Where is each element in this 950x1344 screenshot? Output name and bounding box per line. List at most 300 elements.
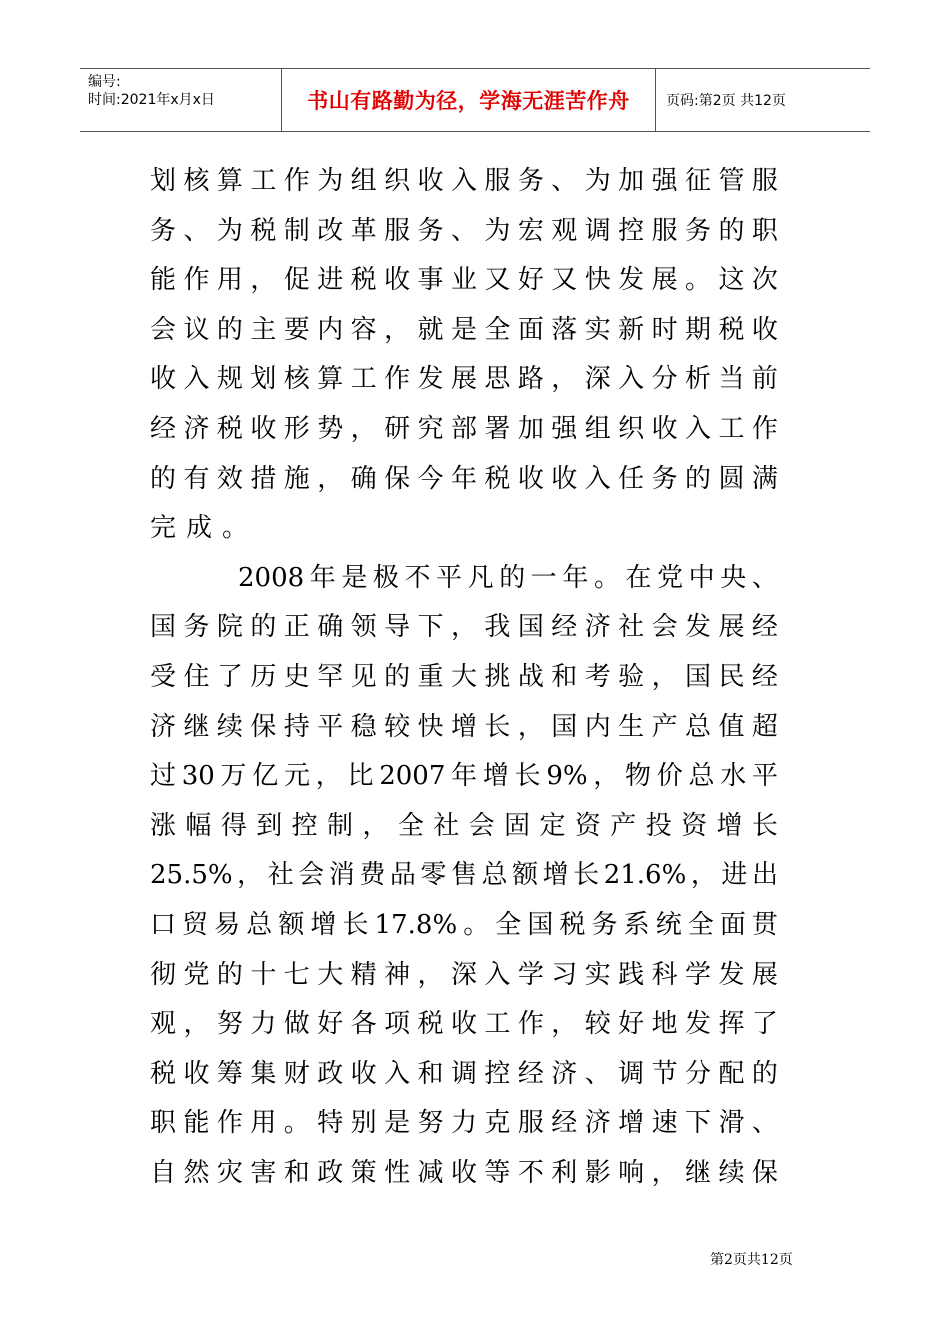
text-glyph: 央	[720, 562, 747, 593]
text-glyph: 灾	[216, 1157, 243, 1188]
text-glyph: 的	[216, 959, 243, 990]
text-glyph: 、	[450, 215, 477, 246]
text-glyph: 任	[618, 463, 645, 494]
text-glyph: 思	[484, 364, 511, 395]
text-glyph: 作	[283, 166, 310, 196]
text-glyph: 会	[150, 314, 177, 345]
text-glyph: 固	[504, 810, 531, 841]
text-glyph: 增	[450, 711, 477, 742]
page-header	[80, 68, 870, 132]
text-glyph: 政	[317, 1157, 344, 1188]
text-glyph: 资	[574, 810, 601, 841]
text-glyph: 作	[183, 265, 210, 296]
text-glyph: 重	[417, 661, 444, 692]
text-glyph: 保	[751, 1157, 778, 1188]
text-line	[150, 1149, 778, 1199]
text-glyph: 势	[317, 413, 344, 444]
text-glyph: 。	[283, 1108, 310, 1139]
text-glyph: 经	[551, 612, 578, 643]
text-glyph: 观	[551, 215, 578, 246]
text-glyph: 规	[216, 364, 243, 395]
text-glyph: 了	[751, 1009, 778, 1040]
text-glyph: 值	[718, 711, 745, 742]
text-glyph: 入	[450, 166, 477, 196]
text-glyph: 圆	[718, 463, 745, 494]
text-glyph: 彻	[150, 959, 177, 990]
text-glyph: 税	[216, 413, 243, 444]
text-glyph: 署	[484, 413, 511, 444]
text-glyph: 大	[317, 959, 344, 990]
text-glyph: 期	[685, 314, 712, 345]
text-glyph: 工	[350, 364, 377, 395]
text-glyph: 增	[310, 909, 337, 940]
text-glyph: 社	[267, 860, 294, 891]
text-line	[150, 306, 778, 356]
text-glyph: 万	[220, 761, 247, 792]
text-glyph: 平	[751, 761, 778, 792]
text-glyph: 正	[283, 612, 310, 643]
text-glyph: 到	[256, 810, 283, 841]
text-glyph: 幅	[185, 810, 212, 841]
doc-date-label: 时间:2021年x月x日	[88, 92, 215, 108]
text-glyph: 为	[584, 166, 611, 196]
text-glyph: 工	[718, 413, 745, 444]
text-glyph: ，	[417, 959, 444, 990]
text-glyph: 务	[517, 166, 544, 196]
text-glyph: 用	[216, 265, 243, 296]
text-glyph: 是	[450, 314, 477, 345]
text-glyph: 平	[317, 711, 344, 742]
text-glyph: ，	[551, 364, 578, 395]
text-glyph: 、	[551, 166, 578, 196]
text-glyph: 史	[283, 661, 310, 692]
text-glyph: ，	[315, 761, 342, 792]
page-footer: 第2页共12页	[710, 1252, 793, 1268]
text-glyph: 见	[350, 661, 377, 692]
text-line	[150, 951, 778, 1001]
text-glyph: 口	[150, 909, 177, 940]
text-glyph: 9%	[546, 761, 588, 792]
text-glyph: 性	[384, 1157, 411, 1188]
text-glyph: 了	[216, 661, 243, 692]
text-glyph: 长	[484, 711, 511, 742]
text-glyph: 落	[551, 314, 578, 345]
text-glyph: 和	[417, 1058, 444, 1089]
text-glyph: 继	[685, 1157, 712, 1188]
text-glyph: 零	[420, 860, 447, 891]
text-line	[150, 901, 778, 951]
text-glyph: 强	[551, 413, 578, 444]
text-glyph: 发	[417, 364, 444, 395]
text-glyph: 容	[350, 314, 377, 345]
text-glyph: 、	[183, 215, 210, 246]
text-glyph: 社	[433, 810, 460, 841]
text-glyph: 确	[317, 612, 344, 643]
text-glyph: 效	[216, 463, 243, 494]
text-glyph: 划	[150, 166, 177, 196]
text-glyph: ，	[362, 810, 389, 841]
text-glyph: ，	[350, 413, 377, 444]
text-glyph: 配	[718, 1058, 745, 1089]
text-glyph: 涨	[150, 810, 177, 841]
text-glyph: 超	[751, 711, 778, 742]
text-glyph: 济	[584, 1108, 611, 1139]
text-glyph: 服	[517, 1108, 544, 1139]
header-page-info: 页码:第2页 共12页	[666, 93, 786, 109]
text-glyph: 国	[150, 612, 177, 643]
text-glyph: 品	[389, 860, 416, 891]
text-glyph: 水	[720, 761, 747, 792]
text-glyph: 收	[450, 1009, 477, 1040]
text-glyph: 亿	[252, 761, 279, 792]
text-glyph: 为	[484, 215, 511, 246]
text-glyph: 加	[618, 166, 645, 196]
text-glyph: 展	[450, 364, 477, 395]
text-glyph: 经	[517, 1058, 544, 1089]
text-glyph: ，	[690, 860, 717, 891]
text-glyph: 生	[618, 711, 645, 742]
text-glyph: 增	[716, 810, 743, 841]
text-glyph: 新	[618, 314, 645, 345]
text-glyph: 全	[687, 909, 714, 940]
text-glyph: 前	[751, 364, 778, 395]
text-glyph: 收	[150, 364, 177, 395]
text-glyph: 各	[350, 1009, 377, 1040]
text-glyph: 较	[584, 1009, 611, 1040]
text-glyph: 不	[404, 562, 431, 593]
text-glyph: 全	[397, 810, 424, 841]
text-glyph: 2007	[379, 761, 446, 792]
text-glyph: 又	[551, 265, 578, 296]
text-glyph: 为	[216, 215, 243, 246]
text-glyph: 核	[183, 166, 210, 196]
text-glyph: 算	[216, 166, 243, 196]
text-glyph: 长	[573, 860, 600, 891]
text-glyph: 学	[517, 959, 544, 990]
text-glyph: 极	[372, 562, 399, 593]
text-glyph: 能	[183, 1108, 210, 1139]
text-glyph: 服	[751, 166, 778, 196]
text-glyph: 。	[593, 562, 620, 593]
text-glyph: 自	[150, 1157, 177, 1188]
text-glyph: 社	[618, 612, 645, 643]
text-glyph: 长	[751, 810, 778, 841]
text-glyph: 总	[688, 761, 715, 792]
text-glyph: 主	[250, 314, 277, 345]
text-glyph: 年	[451, 761, 478, 792]
text-glyph: 贯	[751, 909, 778, 940]
text-glyph: 的	[685, 463, 712, 494]
text-glyph: 控	[291, 810, 318, 841]
text-line	[150, 405, 778, 455]
text-glyph: 形	[283, 413, 310, 444]
text-glyph: 收	[350, 1058, 377, 1089]
text-glyph: 施	[283, 463, 310, 494]
text-glyph: 努	[417, 1108, 444, 1139]
text-glyph: 促	[283, 265, 310, 296]
text-glyph: 收	[417, 166, 444, 196]
text-glyph: 面	[719, 909, 746, 940]
text-glyph: 济	[150, 711, 177, 742]
text-glyph: 确	[350, 463, 377, 494]
text-glyph: 收	[651, 413, 678, 444]
text-glyph: ，	[551, 1009, 578, 1040]
text-glyph: 的	[384, 661, 411, 692]
text-glyph: 十	[250, 959, 277, 990]
text-glyph: 罕	[317, 661, 344, 692]
text-glyph: 务	[150, 215, 177, 246]
text-glyph: 历	[250, 661, 277, 692]
text-glyph: 服	[651, 215, 678, 246]
doc-code-label: 编号:	[88, 74, 121, 90]
text-glyph: 害	[250, 1157, 277, 1188]
text-glyph: 研	[384, 413, 411, 444]
text-glyph: ，	[517, 711, 544, 742]
text-glyph: 总	[246, 909, 273, 940]
text-glyph: 入	[384, 1058, 411, 1089]
text-glyph: 好	[618, 1009, 645, 1040]
text-glyph: 17.8%	[374, 909, 458, 940]
text-glyph: 院	[216, 612, 243, 643]
text-glyph: 调	[584, 215, 611, 246]
text-glyph: 25.5%	[150, 860, 233, 891]
text-glyph: 售	[450, 860, 477, 891]
text-glyph: 特	[317, 1108, 344, 1139]
text-glyph: 征	[685, 166, 712, 196]
text-glyph: 控	[618, 215, 645, 246]
text-glyph: 地	[651, 1009, 678, 1040]
text-glyph: 验	[618, 661, 645, 692]
text-glyph: 资	[681, 810, 708, 841]
text-glyph: 投	[645, 810, 672, 841]
text-glyph: 做	[283, 1009, 310, 1040]
text-glyph: 的	[718, 215, 745, 246]
text-glyph: 收	[450, 1157, 477, 1188]
text-glyph: 经	[150, 413, 177, 444]
text-glyph: 时	[651, 314, 678, 345]
header-motto: 书山有路勤为径，学海无涯苦作舟	[307, 89, 630, 113]
text-glyph: 税	[250, 215, 277, 246]
text-glyph: 加	[517, 413, 544, 444]
text-glyph: 国	[527, 909, 554, 940]
text-glyph: 过	[150, 761, 177, 792]
text-glyph: 路	[517, 364, 544, 395]
text-line	[150, 455, 778, 505]
text-glyph: 税	[350, 265, 377, 296]
text-glyph: 额	[278, 909, 305, 940]
text-glyph: 深	[584, 364, 611, 395]
text-glyph: 管	[718, 166, 745, 196]
text-glyph: 增	[542, 860, 569, 891]
text-glyph: 中	[688, 562, 715, 593]
text-glyph: 的	[216, 314, 243, 345]
text-glyph: 职	[751, 215, 778, 246]
text-glyph: 践	[618, 959, 645, 990]
text-line	[150, 703, 778, 753]
text-glyph: 发	[618, 265, 645, 296]
text-glyph: 。	[463, 909, 490, 940]
text-glyph: 经	[551, 1108, 578, 1139]
text-glyph: 筹	[216, 1058, 243, 1089]
text-glyph: 济	[183, 413, 210, 444]
text-glyph: 学	[685, 959, 712, 990]
text-line	[150, 207, 778, 257]
text-glyph: 价	[656, 761, 683, 792]
text-line	[150, 256, 778, 306]
text-glyph: 作	[216, 1108, 243, 1139]
text-glyph: 部	[450, 413, 477, 444]
text-line	[150, 554, 778, 604]
text-glyph: 是	[384, 1108, 411, 1139]
text-glyph: 分	[651, 364, 678, 395]
text-glyph: 会	[298, 860, 325, 891]
text-line	[150, 851, 778, 901]
text-glyph: 长	[342, 909, 369, 940]
text-glyph: 好	[517, 265, 544, 296]
text-glyph: 经	[751, 661, 778, 692]
text-glyph: 实	[584, 959, 611, 990]
text-glyph: 全	[495, 909, 522, 940]
text-glyph: 入	[618, 364, 645, 395]
text-glyph: 究	[417, 413, 444, 444]
text-glyph: 七	[283, 959, 310, 990]
text-glyph: 展	[651, 265, 678, 296]
text-glyph: ，	[593, 761, 620, 792]
text-glyph: 物	[625, 761, 652, 792]
text-glyph: 的	[499, 562, 526, 593]
text-glyph: 持	[283, 711, 310, 742]
text-glyph: 务	[417, 215, 444, 246]
text-glyph: 税	[484, 463, 511, 494]
text-glyph: 出	[751, 860, 778, 891]
text-glyph: 次	[751, 265, 778, 296]
text-glyph: 项	[384, 1009, 411, 1040]
text-glyph: 续	[718, 1157, 745, 1188]
text-line	[150, 1050, 778, 1100]
text-line	[150, 802, 778, 852]
text-glyph: 作	[751, 413, 778, 444]
text-glyph: 全	[484, 314, 511, 345]
text-glyph: 又	[484, 265, 511, 296]
text-glyph: 制	[283, 215, 310, 246]
text-glyph: 比	[347, 761, 374, 792]
text-glyph: 务	[183, 612, 210, 643]
text-line	[150, 1099, 778, 1149]
text-glyph: 国	[551, 711, 578, 742]
text-glyph: 影	[584, 1157, 611, 1188]
text-glyph: 会	[468, 810, 495, 841]
text-glyph: ，	[317, 463, 344, 494]
text-glyph: 减	[417, 1157, 444, 1188]
text-glyph: 改	[317, 215, 344, 246]
text-glyph: 内	[317, 314, 344, 345]
text-glyph: 织	[384, 166, 411, 196]
text-glyph: 服	[384, 215, 411, 246]
text-glyph: 等	[484, 1157, 511, 1188]
text-glyph: 挥	[718, 1009, 745, 1040]
text-glyph: 贸	[182, 909, 209, 940]
text-glyph: 税	[718, 314, 745, 345]
text-glyph: 快	[417, 711, 444, 742]
text-glyph: 受	[150, 661, 177, 692]
text-glyph: 强	[651, 166, 678, 196]
text-glyph: 克	[484, 1108, 511, 1139]
text-glyph: 易	[214, 909, 241, 940]
text-glyph: 额	[512, 860, 539, 891]
text-glyph: 凡	[467, 562, 494, 593]
text-glyph: 济	[584, 612, 611, 643]
text-glyph: 议	[183, 314, 210, 345]
text-glyph: ，	[384, 314, 411, 345]
text-glyph: 是	[341, 562, 368, 593]
text-glyph: 控	[484, 1058, 511, 1089]
text-glyph: 的	[150, 463, 177, 494]
text-glyph: 响	[618, 1157, 645, 1188]
text-glyph: 产	[651, 711, 678, 742]
text-glyph: ，	[651, 661, 678, 692]
text-line	[150, 1000, 778, 1050]
text-glyph: 务	[591, 909, 618, 940]
text-glyph: 入	[685, 413, 712, 444]
text-glyph: 会	[651, 612, 678, 643]
text-glyph: 发	[685, 612, 712, 643]
header-left-cell	[80, 69, 282, 131]
text-glyph: 力	[250, 1009, 277, 1040]
text-glyph: 税	[559, 909, 586, 940]
text-glyph: 科	[651, 959, 678, 990]
text-glyph: 组	[584, 413, 611, 444]
text-glyph: 我	[484, 612, 511, 643]
text-glyph: 划	[250, 364, 277, 395]
text-glyph: 30	[181, 761, 215, 792]
text-glyph: 收	[250, 413, 277, 444]
text-glyph: ，	[183, 1009, 210, 1040]
text-glyph: 党	[183, 959, 210, 990]
text-glyph: 民	[718, 661, 745, 692]
text-glyph: 当	[718, 364, 745, 395]
text-glyph: 入	[183, 364, 210, 395]
text-glyph: 领	[350, 612, 377, 643]
text-glyph: 21.6%	[603, 860, 687, 891]
text-glyph: 。	[685, 265, 712, 296]
text-glyph: ，	[450, 612, 477, 643]
document-body	[150, 157, 778, 1198]
text-glyph: 有	[183, 463, 210, 494]
text-glyph: 挑	[484, 661, 511, 692]
text-glyph: ，	[651, 1157, 678, 1188]
text-glyph: 产	[610, 810, 637, 841]
text-glyph: ，	[237, 860, 264, 891]
text-glyph: 要	[283, 314, 310, 345]
text-glyph: 为	[317, 166, 344, 196]
text-glyph: 工	[250, 166, 277, 196]
text-glyph: 税	[150, 1058, 177, 1089]
text-glyph: 下	[685, 1108, 712, 1139]
text-glyph: 年	[562, 562, 589, 593]
text-glyph: 增	[618, 1108, 645, 1139]
text-glyph: 、	[751, 562, 778, 593]
text-glyph: 财	[283, 1058, 310, 1089]
text-glyph: 的	[751, 1058, 778, 1089]
text-glyph: 核	[283, 364, 310, 395]
text-glyph: 这	[718, 265, 745, 296]
text-glyph: 展	[718, 612, 745, 643]
text-glyph: 调	[618, 1058, 645, 1089]
text-glyph: 就	[417, 314, 444, 345]
text-glyph: 年	[309, 562, 336, 593]
text-line: 完成。	[150, 513, 259, 544]
text-glyph: 一	[530, 562, 557, 593]
